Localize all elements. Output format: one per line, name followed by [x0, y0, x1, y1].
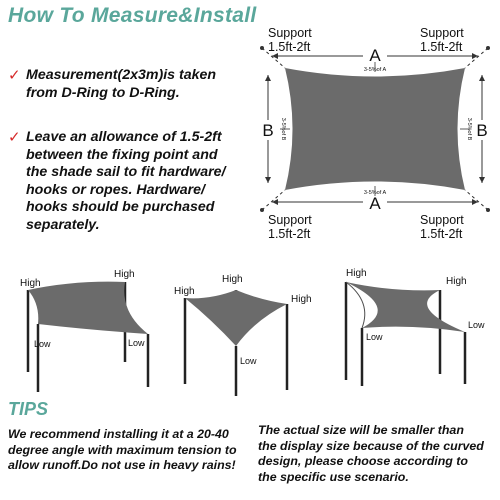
support-value: 1.5ft-2ft [268, 227, 311, 241]
tips-line: allow runoff.Do not use in heavy rains! [8, 458, 236, 472]
bullet-allowance [26, 129, 225, 234]
support-value: 1.5ft-2ft [420, 227, 463, 241]
support-text: Support [268, 213, 312, 227]
bullet-measurement [26, 67, 216, 102]
low-label: Low [34, 339, 51, 349]
bullet-line: from D-Ring to D-Ring. [26, 84, 180, 101]
support-label-bottom-right [420, 213, 464, 241]
shade-sail-shape [285, 68, 465, 190]
tips-line: the display size because of the curved [258, 438, 484, 453]
high-label: High [174, 286, 195, 297]
check-icon: ✓ [8, 66, 21, 84]
support-text: Support [268, 26, 312, 40]
tips-line: design, please choose according to [258, 454, 469, 468]
allowance-right: 3-5%of B [466, 117, 472, 141]
support-text: Support [420, 213, 464, 227]
bullet-line: Leave an allowance of 1.5-2ft [26, 129, 222, 145]
high-label: High [20, 278, 41, 289]
low-label: Low [366, 332, 383, 342]
tips-left-text [8, 427, 237, 474]
bullet-line: hooks or ropes. Hardware/ [26, 181, 205, 198]
bullet-line: between the fixing point and [26, 146, 218, 163]
support-text: Support [420, 26, 464, 40]
tips-line: The actual size will be smaller than [258, 423, 464, 437]
measure-diagram [250, 40, 500, 240]
support-label-top-right [420, 26, 464, 54]
side-a-label: A [369, 194, 381, 213]
low-label: Low [240, 356, 257, 366]
low-label: Low [128, 338, 145, 348]
tips-line: degree angle with maximum tension to [8, 442, 237, 457]
check-icon: ✓ [8, 128, 21, 146]
allowance-top: 3-5%of A [363, 67, 387, 73]
bullet-line: separately. [26, 216, 100, 233]
tips-line: the specific use scenario. [258, 469, 409, 484]
support-label-top-left [268, 26, 312, 54]
tips-right-text [258, 423, 484, 485]
high-label: High [222, 274, 243, 285]
install-scene-1 [20, 269, 148, 392]
tips-line: We recommend installing it at a 20-40 [8, 427, 229, 441]
support-value: 1.5ft-2ft [420, 40, 463, 54]
install-scene-3 [346, 268, 485, 386]
page-title: How To Measure&Install [8, 4, 257, 27]
support-value: 1.5ft-2ft [268, 40, 311, 54]
high-label: High [346, 268, 367, 279]
high-label: High [291, 294, 312, 305]
allowance-bottom: 3-5%of A [363, 190, 387, 196]
install-scene-2 [174, 274, 312, 396]
high-label: High [114, 269, 135, 280]
bullet-line: Measurement(2x3m)is taken [26, 67, 217, 83]
low-label: Low [468, 320, 485, 330]
side-b-label: B [476, 121, 488, 140]
allowance-left: 3-5%of B [280, 117, 286, 141]
bullet-line: the shade sail to fit hardware/ [26, 164, 226, 180]
bullet-line: hooks should be purchased [26, 199, 215, 215]
tips-title: TIPS [8, 399, 49, 419]
install-illustrations [0, 262, 500, 397]
side-a-label: A [369, 46, 381, 65]
side-b-label: B [262, 121, 274, 140]
support-label-bottom-left [268, 213, 312, 241]
high-label: High [446, 276, 467, 287]
